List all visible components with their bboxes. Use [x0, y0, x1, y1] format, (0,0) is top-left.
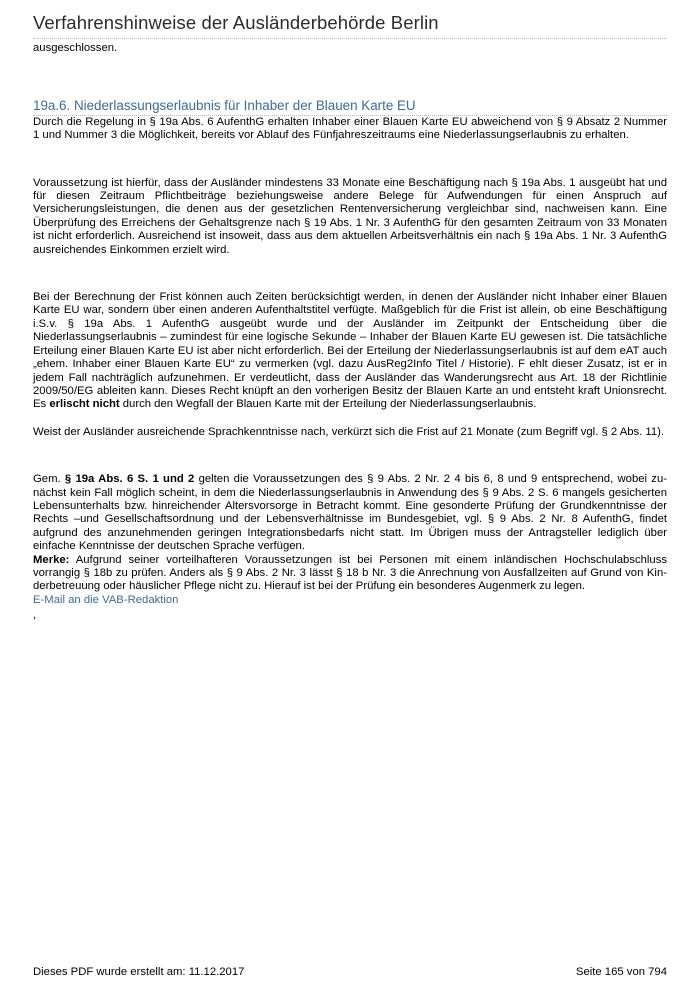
paragraph-5-text-b: gelten die Voraussetzungen des § 9 Abs. 2 Nr. 2 4 bis 6, 8 und 9 entsprechend, wobei zu-nächst kein Fall möglich scheint, in dem die Niederlassungserlaubnis in Anwendung des § 9 Abs. 2 S. 6 mangels gesicherten Lebensunterhalts bzw. hinreichender Altersvorsorge in Betracht kommt. Eine gesonderte Prüfung der Grundkenntnisse der Rechts –und Gesellschaftsordnung und der Lebensverhältnisse im Bundesgebiet, vgl. § 9 Abs. 2 Nr. 8 AufenthG, findet aufgrund des anzunehmenden geringen Integrationsbedarfs nicht statt. Im Übrigen muss der Antragsteller lediglich über einfache Kenntnisse der deutschen Sprache verfügen. — [33, 473, 667, 553]
paragraph-1: Durch die Regelung in § 19a Abs. 6 AufenthG erhalten Inhaber einer Blauen Karte EU abweichend von § 9 Absatz 2 Nummer 1 und Nummer 3 die Möglichkeit, bereits vor Ablauf des Fünfjahreszeitraums eine Niederlassungserlaubnis zu erhalten. — [33, 115, 667, 142]
paragraph-3-bold: erlischt nicht — [49, 398, 120, 411]
document-body — [33, 42, 667, 623]
paragraph-3-text-b: durch den Wegfall der Blauen Karte mit der Erteilung der Niederlassungserlaubnis. — [119, 398, 537, 411]
paragraph-3 — [33, 291, 667, 412]
paragraph-2: Voraussetzung ist hierfür, dass der Ausländer mindestens 33 Monate eine Beschäftigung nach § 19a Abs. 1 ausgeübt hat und für diesen Zeitraum Pflichtbeiträge beziehungsweise andere Belege für Aufwendungen für einen Anspruch auf Versicherungsleistungen, die denen aus der gesetzlichen Rentenversicherung vergleichbar sind, nachweisen kann. Eine Überprüfung des Erreichens der Gehaltsgrenze nach § 19 Abs. 1 Nr. 3 AufenthG für den gesamten Zeitraum von 33 Monaten ist nicht erforderlich. Ausreichend ist insoweit, dass aus dem aktuellen Arbeitsverhältnis ein nach § 19a Abs. 1 Nr. 3 AufenthG ausreichendes Einkommen erzielt wird. — [33, 176, 667, 256]
page-header — [33, 12, 667, 39]
document-title: Verfahrenshinweise der Ausländerbehörde Berlin — [33, 12, 439, 33]
merke-paragraph — [33, 554, 667, 594]
trailing-comma: , — [33, 609, 37, 622]
page-footer — [33, 966, 667, 978]
email-editorial-link[interactable]: E-Mail an die VAB-Redaktion — [33, 593, 179, 606]
paragraph-3-text-a: Bei der Berechnung der Frist können auch Zeiten berücksichtigt werden, in denen der Ausländer nicht Inhaber einer Blauen Karte EU war, sondern über einen anderen Aufenthaltstitel verfügte. Maßgeblich für die Frist ist allein, ob eine Beschäftigung i.S.v. § 19a Abs. 1 AufenthG ausgeübt wurde und der Ausländer im Zeitpunkt der Entscheidung über die Niederlassungserlaubnis – zumindest für eine logische Sekunde – Inhaber der Blauen Karte EU gewesen ist. Die tatsächliche Erteilung einer Blauen Karte EU ist aber nicht erforderlich. Bei der Erteilung der Niederlassungserlaubnis ist auf dem eAT auch „ehem. Inhaber einer Blauen Karte EU“ zu vermerken (vgl. dazu AusReg2Info Titel / Historie). F ehlt dieser Zusatz, ist er in jedem Fall nachträglich aufzunehmen. Er verdeutlicht, dass der Ausländer das Wanderungsrecht aus Art. 18 der Richtlinie 2009/50/EG ableiten kann. Dieses Recht knüpft an den vorherigen Besitz der Blauen Karte an und entsteht kraft Unionsrecht. Es — [33, 291, 667, 411]
paragraph-5-text-a: Gem. — [33, 473, 65, 486]
footer-page-number: Seite 165 von 794 — [575, 966, 667, 978]
footer-created-date: Dieses PDF wurde erstellt am: 11.12.2017 — [33, 966, 245, 978]
section-heading: 19a.6. Niederlassungserlaubnis für Inhaber der Blauen Karte EU — [33, 99, 667, 115]
paragraph-5 — [33, 473, 667, 553]
paragraph-5-bold: § 19a Abs. 6 S. 1 und 2 — [64, 473, 195, 486]
paragraph-4: Weist der Ausländer ausreichende Sprachkenntnisse nach, verkürzt sich die Frist auf 21 Monate (zum Begriff vgl. § 2 Abs. 11). — [33, 425, 665, 438]
merke-label: Merke: — [33, 553, 70, 566]
merke-text: Aufgrund seiner vorteilhafteren Voraussetzungen ist bei Personen mit einem inländischen Hochschulabschluss vorrangig § 18b zu prüfen. Anders als § 9 Abs. 2 Nr. 3 lässt § 18 b Nr. 3 die Anrechnung von Ausfallzeiten auf Grund von Kin-derbetreuung oder häuslicher Pflege nicht zu. Hierauf ist bei der Prüfung ein besonderes Augenmerk zu legen. — [33, 553, 667, 593]
intro-fragment: ausgeschlossen. — [33, 42, 118, 54]
